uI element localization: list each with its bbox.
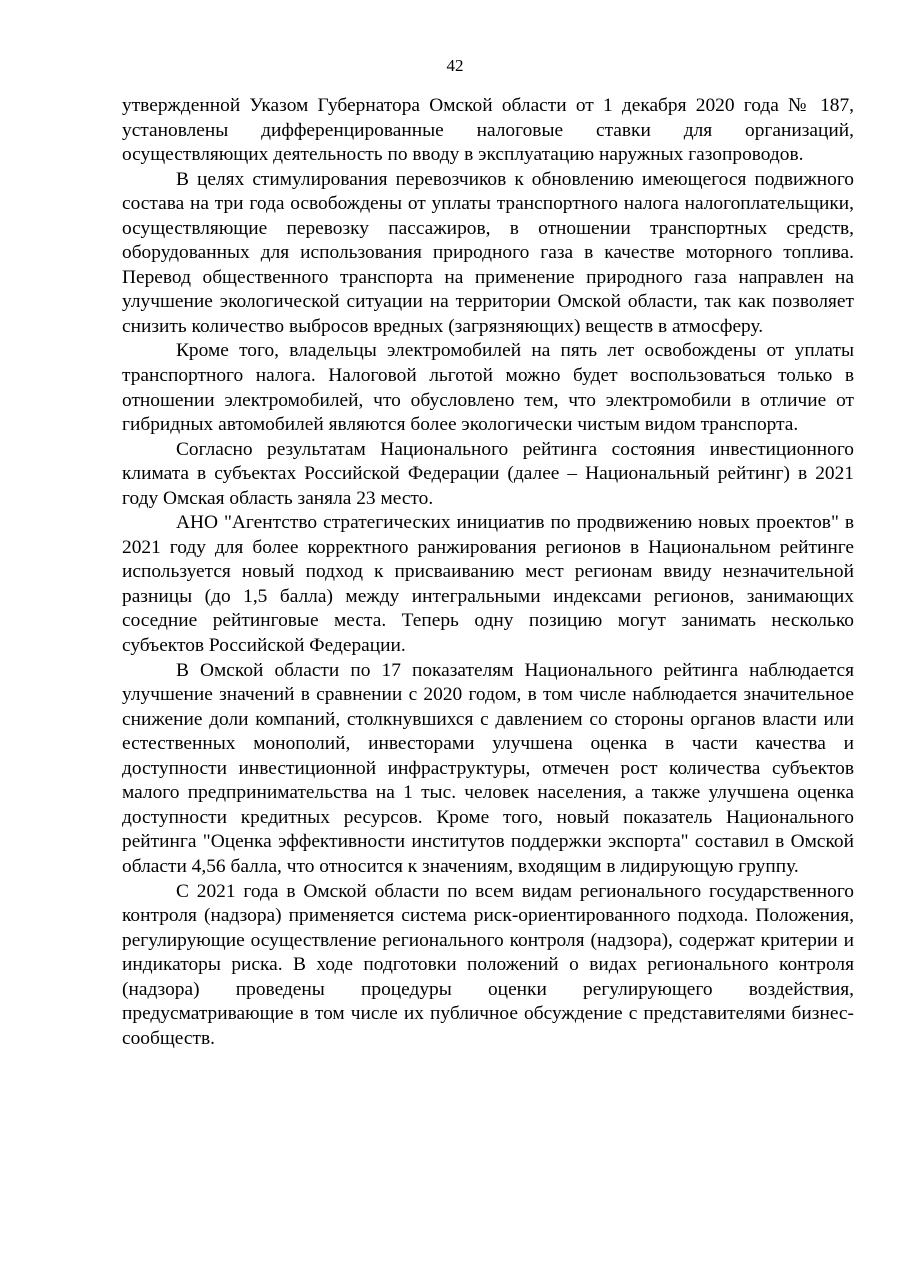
paragraph-rating-indicators: В Омской области по 17 показателям Национального рейтинга наблюдается улучшение значений в сравнении с 2020 годом, в том числе наблюдается значительное снижение доли компаний, столкнувшихся с давлением со стороны органов власти или естественных монополий, инвесторами улучшена оценка в части качества и доступности инвестиционной инфраструктуры, отмечен рост количества субъектов малого предпринимательства на 1 тыс. человек населения, а также улучшена оценка доступности кредитных ресурсов. Кроме того, новый показатель Национального рейтинга "Оценка эффективности институтов поддержки экспорта" составил в Омской области 4,56 балла, что относится к значениям, входящим в лидирующую группу. — [122, 659, 854, 877]
paragraph-electric-vehicles: Кроме того, владельцы электромобилей на пять лет освобождены от уплаты транспортного налога. Налоговой льготой можно будет воспользоваться только в отношении электромобилей, что обусловлено тем, что электромобили в отличие от гибридных автомобилей являются более экологически чистым видом транспорта. — [122, 340, 854, 436]
page-number: 42 — [446, 56, 464, 75]
paragraph-asi-ranking-approach: АНО "Агентство стратегических инициатив по продвижению новых проектов" в 2021 году для более корректного ранжирования регионов в Национальном рейтинге используется новый подход к присваиванию мест регионам ввиду незначительной разницы (до 1,5 балла) между интегральными индексами регионов, занимающих соседние рейтинговые места. Теперь одну позицию могут занимать несколько субъектов Российской Федерации. — [122, 512, 854, 657]
paragraph-national-rating-place: Согласно результатам Национального рейтинга состояния инвестиционного климата в субъектах Российской Федерации (далее – Национальный рейтинг) в 2021 году Омская область заняла 23 место. — [122, 438, 854, 509]
paragraph-risk-based-control: С 2021 года в Омской области по всем видам регионального государственного контроля (надзора) применяется система риск-ориентированного подхода. Положения, регулирующие осуществление регионального контроля (надзора), содержат критерии и индикаторы риска. В ходе подготовки положений о видах регионального контроля (надзора) проведены процедуры оценки регулирующего воздействия, предусматривающие в том числе их публичное обсуждение с представителями бизнес-сообществ. — [122, 880, 854, 1049]
paragraph-natural-gas-transport: В целях стимулирования перевозчиков к обновлению имеющегося подвижного состава на три года освобождены от уплаты транспортного налога налогоплательщики, осуществляющие перевозку пассажиров, в отношении транспортных средств, оборудованных для использования природного газа в качестве моторного топлива. Перевод общественного транспорта на применение природного газа направлен на улучшение экологической ситуации на территории Омской области, так как позволяет снизить количество выбросов вредных (загрязняющих) веществ в атмосферу. — [122, 168, 854, 337]
document-body — [122, 94, 854, 1051]
paragraph-gas-pipeline-tax-rates: утвержденной Указом Губернатора Омской области от 1 декабря 2020 года № 187, установлены дифференцированные налоговые ставки для организаций, осуществляющих деятельность по вводу в эксплуатацию наружных газопроводов. — [122, 95, 854, 166]
